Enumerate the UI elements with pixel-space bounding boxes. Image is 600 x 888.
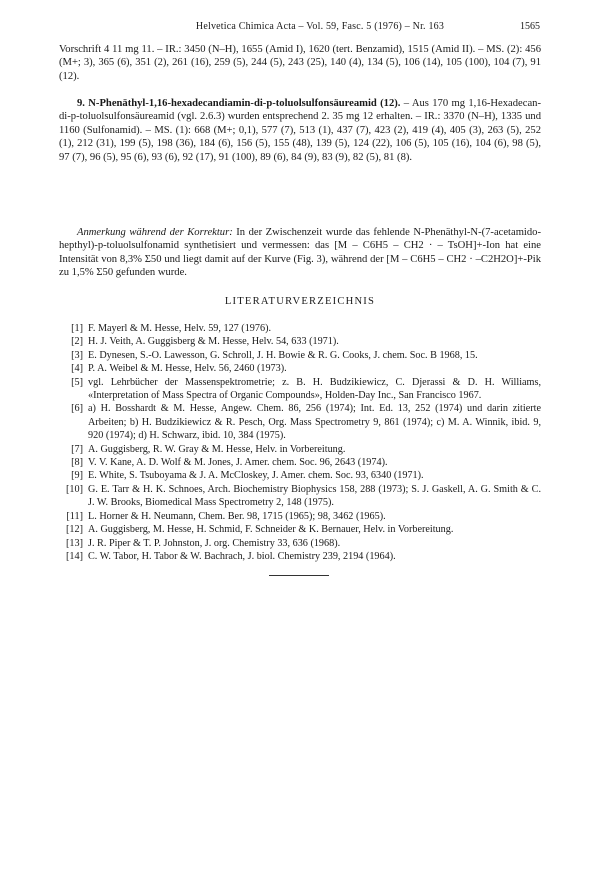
reference-item: [59, 402, 541, 442]
reference-number: [5]: [71, 376, 83, 388]
reference-item: [59, 483, 541, 510]
reference-item: [59, 443, 541, 456]
reference-number: [12]: [66, 524, 83, 536]
reference-number: [7]: [71, 443, 83, 455]
page-number: 1565: [520, 21, 540, 32]
correction-note-lead: Anmerkung während der Korrektur:: [77, 227, 233, 238]
end-rule: [269, 575, 329, 576]
reference-number: [2]: [71, 336, 83, 348]
reference-list: [59, 322, 541, 563]
reference-item: [59, 349, 541, 362]
paragraph-compound-11: Vorschrift 4 11 mg 11. – IR.: 3450 (N–H), 1655 (Amid I), 1620 (tert. Benzamid), 1515 (Amid II). – MS. (2): 456 (M+; 3), 365 (6), 351 (2), 261 (16), 259 (5), 244 (5), 243 (25), 140 (4), 134 (5), 106 (14), 105 (100), 104 (7), 91 (12).: [59, 44, 541, 82]
reference-item: [59, 469, 541, 482]
compound-12-title: 9. N-Phenäthyl-1,16-hexadecandiamin-di-p-toluolsulfonsäureamid (12).: [77, 98, 401, 109]
reference-number: [8]: [71, 457, 83, 469]
reference-item: [59, 550, 541, 563]
compound-12-body: – Aus 170 mg 1,16-Hexadecan-di-p-toluolsulfonsäureamid (vgl. 2.6.3) wurden entsprechend 2. 35 mg 12 erhalten. – IR.: 3370 (N–H), 1335 und 1160 (Sulfonamid). – MS. (1): 668 (M+; 0,1), 577 (7), 513 (1), 437 (7), 423 (2), 419 (4), 405 (3), 263 (5), 252 (1), 212 (31), 199 (5), 198 (36), 184 (6), 156 (5), 155 (48), 139 (5), 124 (22), 106 (5), 105 (16), 104 (6), 98 (5), 97 (7), 96 (5), 95 (6), 93 (6), 92 (17), 91 (100), 89 (6), 84 (9), 83 (9), 82 (5), 81 (8).: [59, 98, 541, 163]
reference-number: [6]: [71, 403, 83, 415]
reference-text: C. W. Tabor, H. Tabor & W. Bachrach, J. biol. Chemistry 239, 2194 (1964).: [88, 550, 396, 562]
reference-number: [4]: [71, 363, 83, 375]
literature-heading: LITERATURVERZEICHNIS: [224, 296, 376, 307]
reference-item: [59, 523, 541, 536]
paragraph-compound-12: [59, 97, 541, 164]
reference-item: [59, 456, 541, 469]
reference-text: E. White, S. Tsuboyama & J. A. McCloskey, J. Amer. chem. Soc. 93, 6340 (1971).: [88, 470, 424, 482]
reference-item: [59, 362, 541, 375]
running-title: Helvetica Chimica Acta – Vol. 59, Fasc. 5 (1976) – Nr. 163: [195, 21, 445, 32]
reference-number: [1]: [71, 323, 83, 334]
reference-text: G. E. Tarr & H. K. Schnoes, Arch. Biochemistry Biophysics 158, 288 (1973); S. J. Gaskell, A. G. Smith & C. J. W. Brooks, Biomedical Mass Spectrometry 2, 148 (1975).: [88, 483, 541, 509]
reference-text: V. V. Kane, A. D. Wolf & M. Jones, J. Amer. chem. Soc. 96, 2643 (1974).: [88, 457, 388, 469]
reference-text: a) H. Bosshardt & M. Hesse, Angew. Chem. 86, 256 (1974); Int. Ed. 13, 252 (1974) und darin zitierte Arbeiten; b) H. Budzikiewicz & R. Pesch, Org. Mass Spectrometry 9, 861 (1974); c) M. A. Winnik, ibid. 9, 920 (1974); d) H. Schwarz, ibid. 10, 384 (1975).: [88, 403, 541, 442]
reference-text: F. Mayerl & M. Hesse, Helv. 59, 127 (1976).: [88, 323, 272, 334]
reference-text: L. Horner & H. Neumann, Chem. Ber. 98, 1715 (1965); 98, 3462 (1965).: [88, 510, 386, 522]
reference-text: A. Guggisberg, R. W. Gray & M. Hesse, Helv. in Vorbereitung.: [88, 443, 346, 455]
reference-text: E. Dynesen, S.-O. Lawesson, G. Schroll, J. H. Bowie & R. G. Cooks, J. chem. Soc. B 1968, 15.: [88, 349, 478, 361]
correction-note-body: In der Zwischenzeit wurde das fehlende N-Phenäthyl-N-(7-acetamido-hepthyl)-p-toluolsulfonamid synthetisiert und vermessen: das [M – C6H5 – CH2 · – TsOH]+-Ion hat eine Intensität von 8,3% Σ50 und liegt damit auf der Kurve (Fig. 3), während der [M – C6H5 – CH2 · –C2H2O]+-Pik zu 1,5% Σ50 gefunden wurde.: [59, 227, 542, 279]
reference-number: [9]: [71, 470, 83, 482]
reference-text: vgl. Lehrbücher der Massenspektrometrie; z. B. H. Budzikiewicz, C. Djerassi & D. H. Williams, «Interpretation of Mass Spectra of Organic Compounds», Holden-Day Inc., San Francisco 1967.: [88, 376, 541, 402]
reference-number: [3]: [71, 349, 83, 361]
reference-number: [13]: [66, 537, 83, 549]
reference-number: [10]: [66, 483, 83, 495]
reference-text: H. J. Veith, A. Guggisberg & M. Hesse, Helv. 54, 633 (1971).: [88, 336, 339, 348]
reference-item: [59, 376, 541, 403]
reference-number: [11]: [66, 510, 83, 522]
reference-item: [59, 510, 541, 523]
reference-text: A. Guggisberg, M. Hesse, H. Schmid, F. Schneider & K. Bernauer, Helv. in Vorbereitung.: [88, 524, 454, 536]
correction-note: [59, 226, 541, 280]
reference-item: [59, 537, 541, 550]
reference-text: J. R. Piper & T. P. Johnston, J. org. Chemistry 33, 636 (1968).: [88, 537, 341, 549]
reference-item: [59, 335, 541, 348]
reference-text: P. A. Weibel & M. Hesse, Helv. 56, 2460 (1973).: [88, 363, 287, 375]
reference-number: [14]: [66, 550, 83, 562]
reference-item: [59, 322, 541, 335]
